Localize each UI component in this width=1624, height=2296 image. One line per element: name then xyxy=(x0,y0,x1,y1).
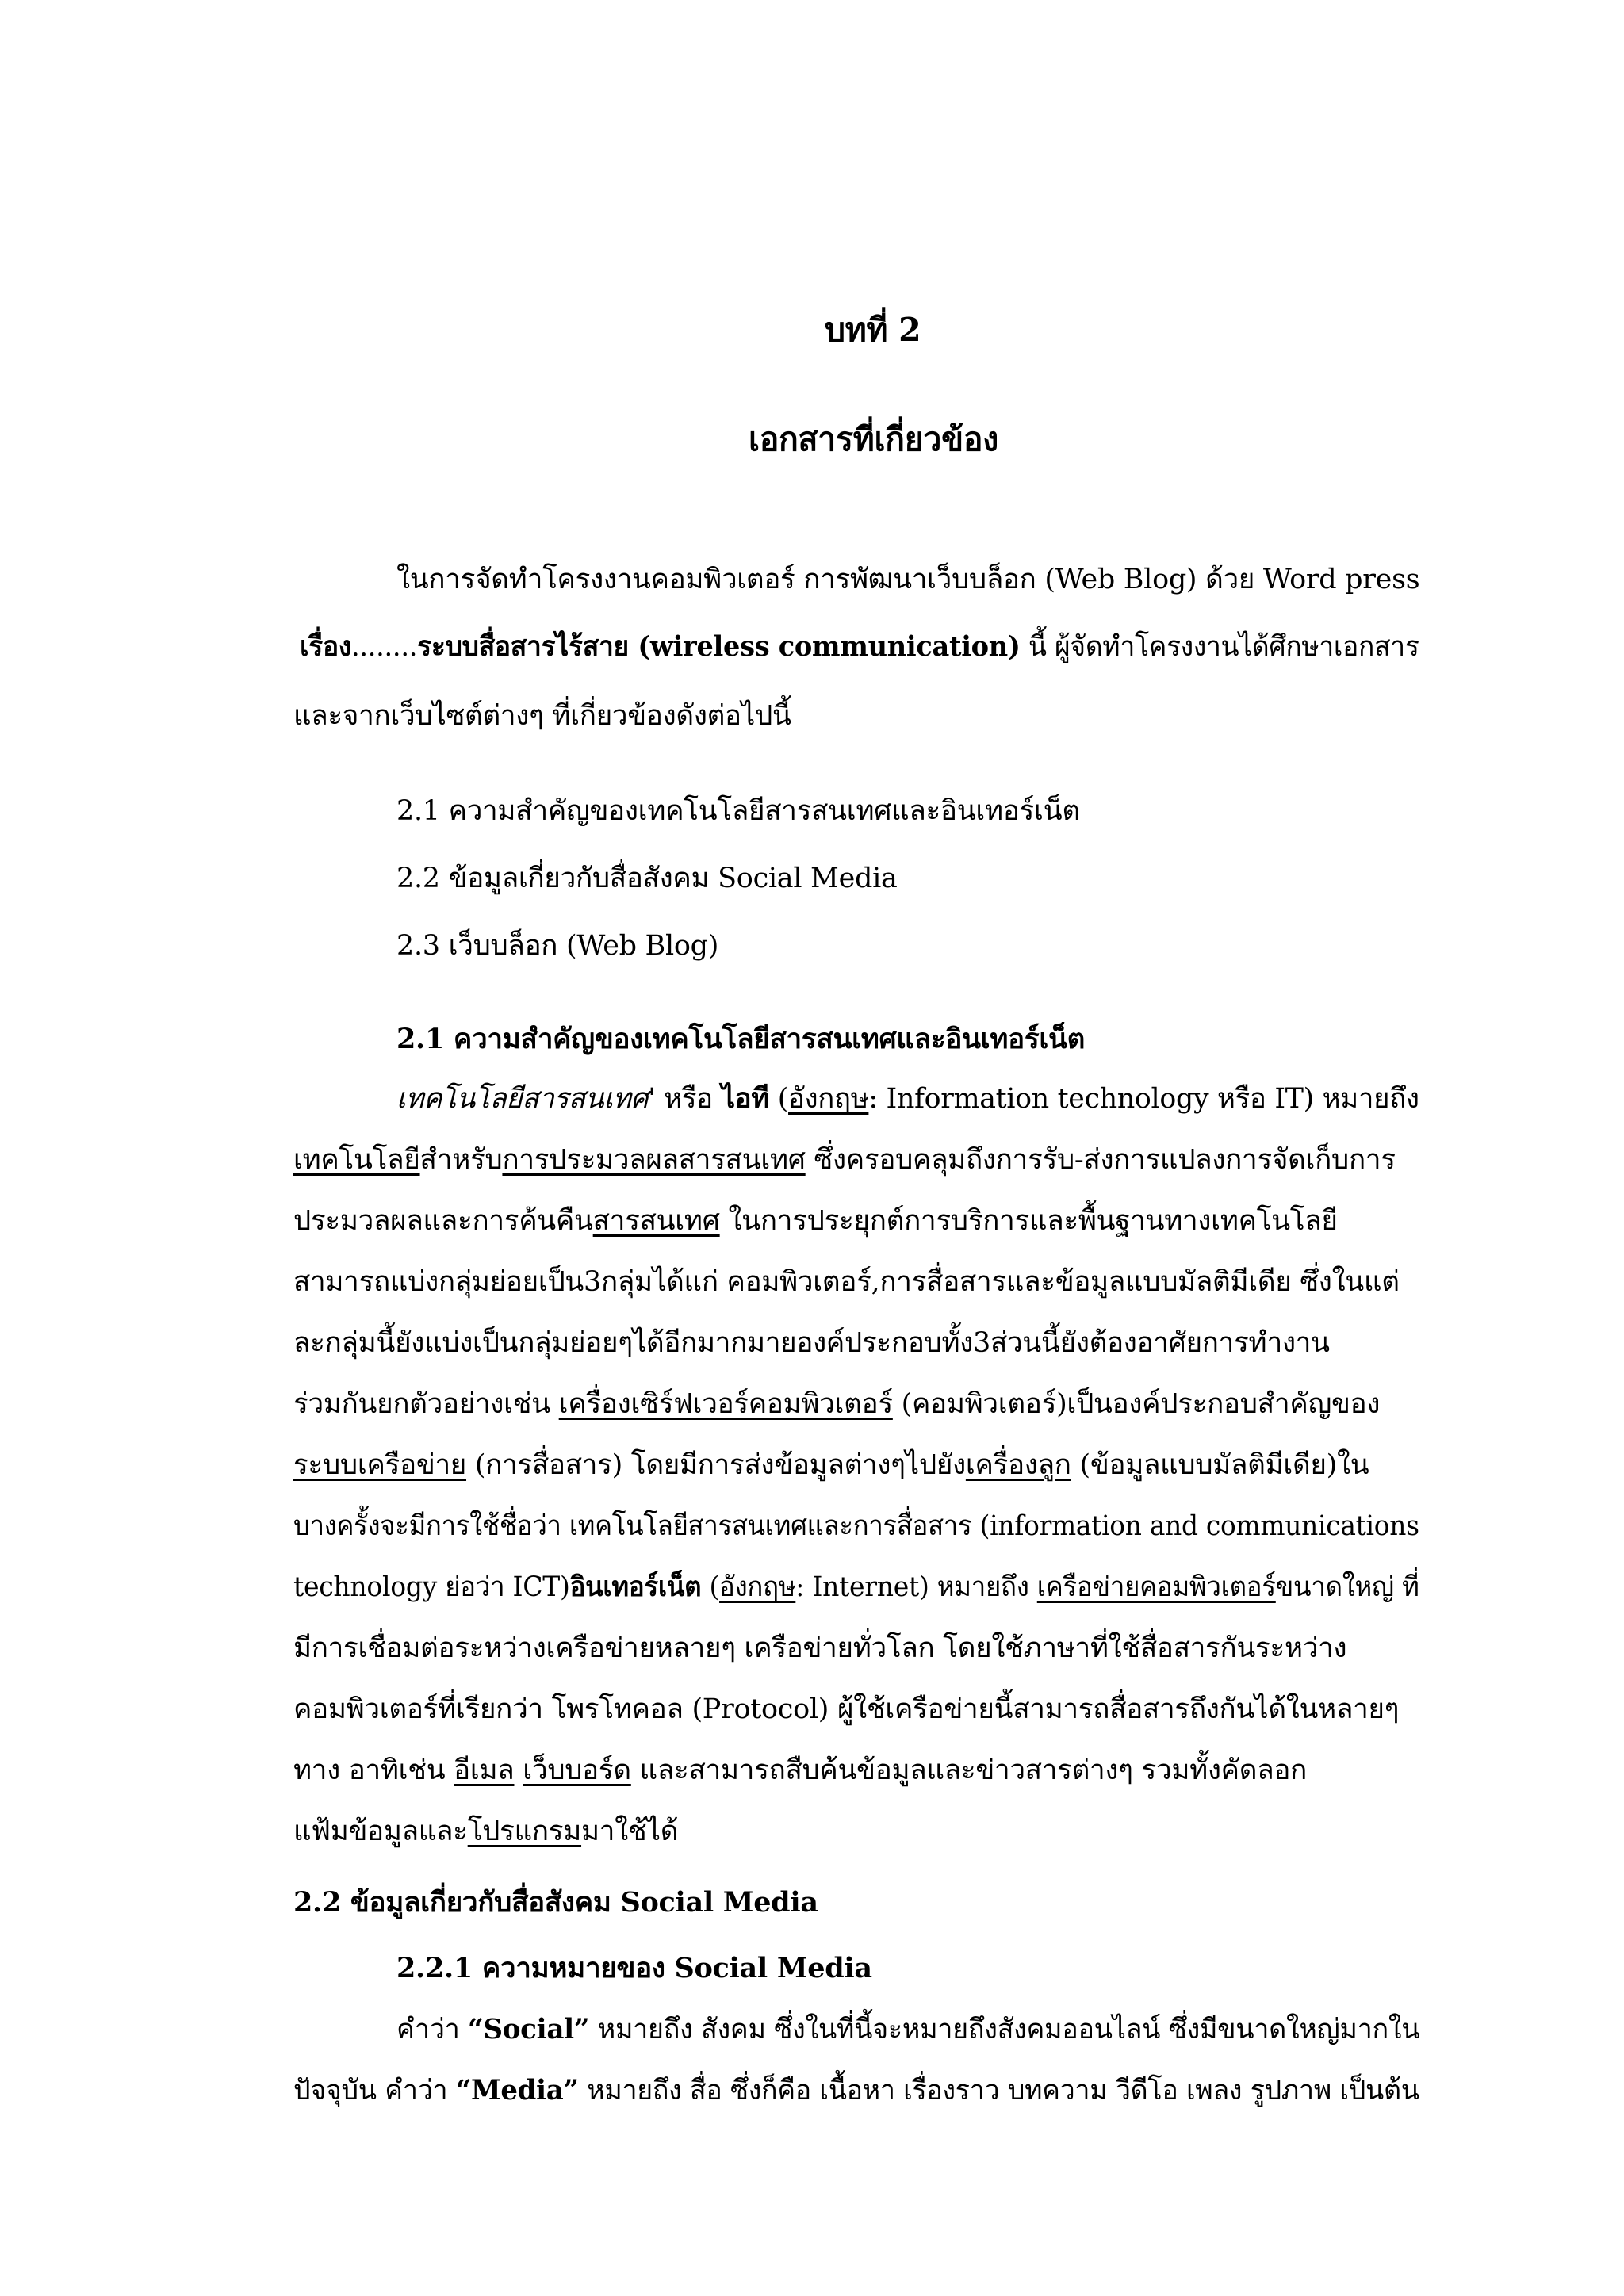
term-internet: อินเทอร์เน็ต xyxy=(569,1571,702,1603)
text: หรือ xyxy=(655,1083,722,1115)
s21-line-6 xyxy=(293,1386,1380,1422)
s21-line-2 xyxy=(293,1142,1396,1178)
link-client[interactable]: เครื่องลูก xyxy=(965,1449,1071,1481)
term-media: “Media” xyxy=(455,2074,579,2107)
chapter-title: เอกสารที่เกี่ยวข้อง xyxy=(749,420,998,458)
s21-line-9 xyxy=(293,1569,1419,1605)
text: สำหรับ xyxy=(419,1144,503,1176)
subsection-2-2-1-heading: 2.2.1 ความหมายของ Social Media xyxy=(396,1952,872,1984)
term-it-thai: เทคโนโลยีสารสนเทศ' xyxy=(396,1083,656,1115)
link-computer-network[interactable]: เครือข่ายคอมพิวเตอร์ xyxy=(1036,1571,1276,1603)
text: มาใช้ได้ xyxy=(581,1816,679,1847)
s21-line-11: คอมพิวเตอร์ที่เรียกว่า โพรโทคอล (Protocol) ผู้ใช้เครือข่ายนี้สามารถสื่อสารถึงกันได้ในหลายๆ xyxy=(293,1693,1400,1725)
text: (คอมพิวเตอร์)เป็นองค์ประกอบสำคัญของ xyxy=(892,1388,1381,1420)
text: แฟ้มข้อมูลและ xyxy=(293,1816,468,1847)
text: คำว่า xyxy=(396,2014,469,2045)
text: หมายถึง สื่อ ซึ่งก็คือ เนื้อหา เรื่องราว บทความ วีดีโอ เพลง รูปภาพ เป็นต้น xyxy=(578,2075,1419,2107)
text: (ข้อมูลแบบมัลติมีเดีย)ใน xyxy=(1071,1449,1369,1481)
s21-line-7 xyxy=(293,1447,1369,1483)
link-server-computer[interactable]: เครื่องเซิร์ฟเวอร์คอมพิวเตอร์ xyxy=(558,1388,893,1420)
term-social: “Social” xyxy=(468,2013,590,2045)
intro-topic: ระบบสื่อสารไร้สาย (wireless communication) xyxy=(417,630,1021,663)
toc-item-2-3: 2.3 เว็บบล็อก (Web Blog) xyxy=(396,930,719,962)
toc-item-2-2: 2.2 ข้อมูลเกี่ยวกับสื่อสังคม Social Media xyxy=(396,863,898,894)
s21-line-10: มีการเชื่อมต่อระหว่างเครือข่ายหลายๆ เครือข่ายทั่วโลก โดยใช้ภาษาที่ใช้สื่อสารกันระหว่าง xyxy=(293,1632,1347,1664)
s21-line-1 xyxy=(396,1081,1419,1117)
text: (การสื่อสาร) โดยมีการส่งข้อมูลต่างๆไปยัง xyxy=(466,1449,966,1481)
intro-dots: ........ xyxy=(350,631,418,663)
intro-topic-label: เรื่อง xyxy=(300,630,351,663)
s21-line-8: บางครั้งจะมีการใช้ชื่อว่า เทคโนโลยีสารสนเทศและการสื่อสาร (information and communications xyxy=(293,1510,1419,1542)
text: technology ย่อว่า ICT) xyxy=(293,1571,570,1603)
text: : Internet) หมายถึง xyxy=(795,1571,1037,1603)
term-it: ไอที xyxy=(721,1082,770,1115)
s21-line-12 xyxy=(293,1752,1307,1789)
intro-line-2 xyxy=(300,629,1419,665)
link-email[interactable]: อีเมล xyxy=(454,1755,515,1786)
text: ทาง อาทิเช่น xyxy=(293,1755,454,1786)
text: : Information technology หรือ IT) หมายถึง xyxy=(868,1083,1419,1115)
text: ( xyxy=(701,1571,720,1603)
link-information-processing[interactable]: การประมวลผลสารสนเทศ xyxy=(502,1144,806,1176)
link-webboard[interactable]: เว็บบอร์ด xyxy=(523,1755,631,1786)
s21-line-13 xyxy=(293,1813,678,1850)
s22-line-1 xyxy=(396,2011,1419,2048)
section-2-2-heading: 2.2 ข้อมูลเกี่ยวกับสื่อสังคม Social Media xyxy=(293,1886,818,1919)
text: ซึ่งครอบคลุมถึงการรับ-ส่งการแปลงการจัดเก็บการ xyxy=(805,1144,1396,1176)
link-information[interactable]: สารสนเทศ xyxy=(592,1205,720,1237)
link-english[interactable]: อังกฤษ xyxy=(788,1083,869,1115)
text: ร่วมกันยกตัวอย่างเช่น xyxy=(293,1388,559,1420)
s21-line-4: สามารถแบ่งกลุ่มย่อยเป็น3กลุ่มได้แก่ คอมพิวเตอร์,การสื่อสารและข้อมูลแบบมัลติมีเดีย ซึ่งในแต่ xyxy=(293,1266,1400,1298)
intro-line-2-rest: นี้ ผู้จัดทำโครงงานได้ศึกษาเอกสาร xyxy=(1020,631,1419,663)
link-program[interactable]: โปรแกรม xyxy=(467,1816,582,1847)
chapter-number: บทที่ 2 xyxy=(825,311,921,349)
text: ขนาดใหญ่ ที่ xyxy=(1275,1571,1419,1603)
text: ประมวลผลและการค้นคืน xyxy=(293,1205,593,1237)
intro-line-3: และจากเว็บไซต์ต่างๆ ที่เกี่ยวข้องดังต่อไปนี้ xyxy=(293,700,791,732)
link-technology[interactable]: เทคโนโลยี xyxy=(293,1144,420,1176)
s22-line-2 xyxy=(293,2072,1419,2109)
intro-line-1: ในการจัดทำโครงงานคอมพิวเตอร์ การพัฒนาเว็บบล็อก (Web Blog) ด้วย Word press xyxy=(396,564,1420,595)
text xyxy=(514,1755,523,1786)
text: ( xyxy=(769,1083,789,1115)
text: ในการประยุกต์การบริการและพื้นฐานทางเทคโนโลยี xyxy=(719,1205,1338,1237)
link-english[interactable]: อังกฤษ xyxy=(719,1571,796,1603)
s21-line-5: ละกลุ่มนี้ยังแบ่งเป็นกลุ่มย่อยๆได้อีกมากมายองค์ประกอบทั้ง3ส่วนนี้ยังต้องอาศัยการทำงาน xyxy=(293,1327,1330,1359)
text: ปัจจุบัน คำว่า xyxy=(293,2075,456,2107)
s21-line-3 xyxy=(293,1203,1338,1239)
toc-item-2-1: 2.1 ความสำคัญของเทคโนโลยีสารสนเทศและอินเทอร์เน็ต xyxy=(396,795,1080,827)
text: หมายถึง สังคม ซึ่งในที่นี้จะหมายถึงสังคมออนไลน์ ซึ่งมีขนาดใหญ่มากใน xyxy=(589,2014,1420,2045)
text: และสามารถสืบค้นข้อมูลและข่าวสารต่างๆ รวมทั้งคัดลอก xyxy=(630,1755,1307,1786)
link-network-system[interactable]: ระบบเครือข่าย xyxy=(293,1449,467,1481)
section-2-1-heading: 2.1 ความสำคัญของเทคโนโลยีสารสนเทศและอินเทอร์เน็ต xyxy=(396,1023,1086,1055)
